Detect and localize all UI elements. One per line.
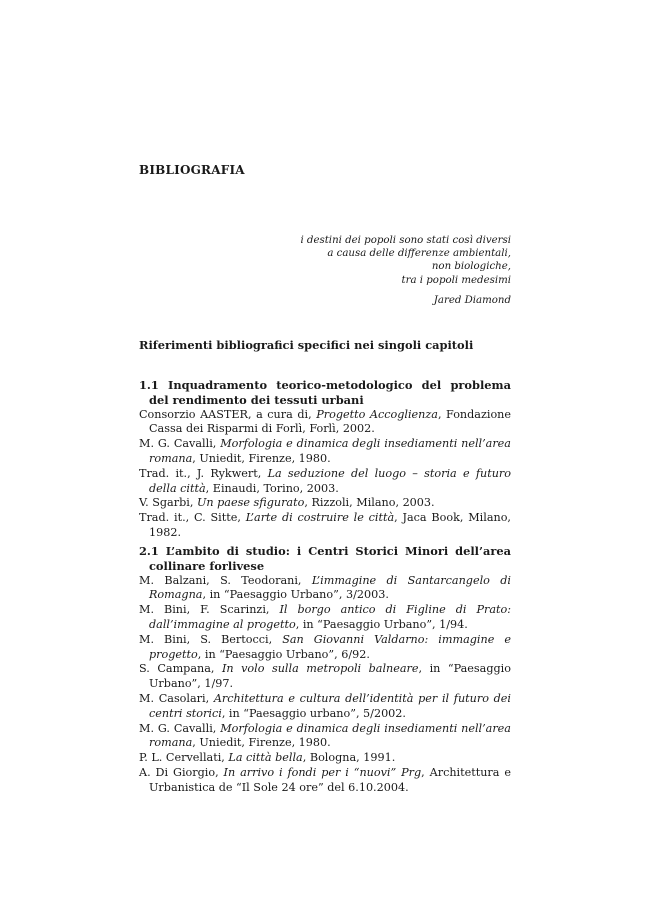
epigraph-line: tra i popoli medesimi — [401, 274, 511, 286]
bibliography-entry: Trad. it., J. Rykwert, La seduzione del luogo – storia e futuro della città, Einaudi, Torino, 2003. — [139, 466, 511, 495]
section-heading: 1.1 Inquadramento teorico-metodologico del problema del rendimento dei tessuti urbani — [139, 378, 511, 407]
section-heading: 2.1 L’ambito di studio: i Centri Storici Minori dell’area collinare forlivese — [139, 544, 511, 573]
bibliography-section — [139, 378, 511, 541]
bibliography-entry: M. Bini, S. Bertocci, San Giovanni Valdarno: immagine e progetto, in “Paesaggio Urbano”, 6/92. — [139, 632, 511, 661]
bibliography-entry: V. Sgarbi, Un paese sfigurato, Rizzoli, Milano, 2003. — [139, 496, 435, 510]
bibliography-entry: M. Casolari, Architettura e cultura dell’identità per il futuro dei centri storici, in “Paesaggio urbano”, 5/2002. — [139, 691, 511, 720]
bibliography-entry: Consorzio AASTER, a cura di, Progetto Accoglienza, Fondazione Cassa dei Risparmi di Forlì, Forlì, 2002. — [139, 407, 512, 436]
bibliography-entry: M. Balzani, S. Teodorani, L’immagine di Santarcangelo di Romagna, in “Paesaggio Urbano”, 3/2003. — [139, 573, 511, 602]
page-title: BIBLIOGRAFIA — [139, 163, 245, 177]
bibliography-entry: Trad. it., C. Sitte, L’arte di costruire le città, Jaca Book, Milano, 1982. — [139, 511, 511, 539]
bibliography-entry: A. Di Giorgio, In arrivo i fondi per i “nuovi” Prg, Architettura e Urbanistica de “Il Sole 24 ore” del 6.10.2004. — [139, 765, 511, 794]
bibliography-entry: M. Bini, F. Scarinzi, Il borgo antico di Figline di Prato: dall’immagine al progetto, in “Paesaggio Urbano”, 1/94. — [139, 603, 511, 631]
epigraph — [300, 234, 511, 307]
epigraph-line: i destini dei popoli sono stati così diversi — [300, 235, 511, 246]
bibliography-entry: M. G. Cavalli, Morfologia e dinamica degli insediamenti nell’area romana, Uniedit, Firenze, 1980. — [139, 437, 511, 465]
bibliography-entry: S. Campana, In volo sulla metropoli balneare, in “Paesaggio Urbano”, 1/97. — [139, 662, 511, 691]
bibliography-entry: M. G. Cavalli, Morfologia e dinamica degli insediamenti nell’area romana, Uniedit, Firenze, 1980. — [139, 721, 511, 750]
epigraph-line: a causa delle differenze ambientali, — [327, 248, 511, 260]
epigraph-line: non biologiche, — [431, 261, 511, 273]
section-subtitle: Riferimenti bibliografici specifici nei singoli capitoli — [139, 338, 474, 352]
epigraph-author: Jared Diamond — [433, 294, 511, 306]
bibliography-entry: P. L. Cervellati, La città bella, Bologna, 1991. — [139, 751, 396, 765]
bibliography-section — [139, 544, 511, 796]
